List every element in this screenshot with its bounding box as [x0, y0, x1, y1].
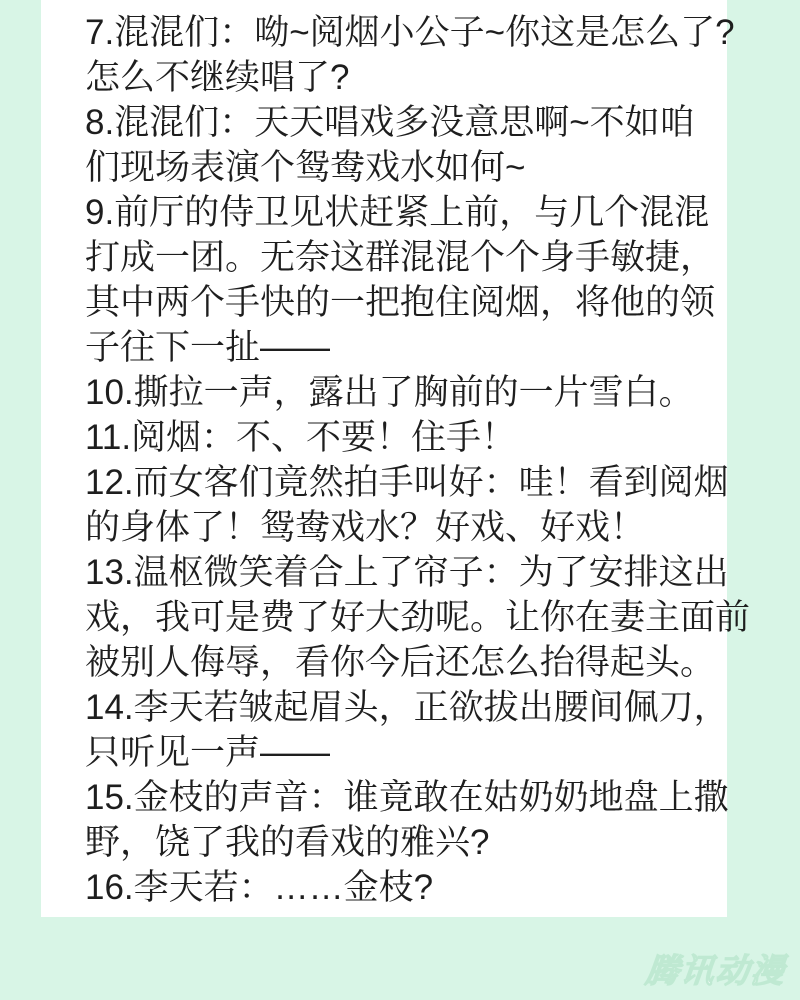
- text-line: 子往下一扯——: [85, 328, 331, 367]
- text-line: 9.前厅的侍卫见状赶紧上前，与几个混混: [85, 193, 710, 232]
- text-line: 8.混混们：天天唱戏多没意思啊~不如咱: [85, 103, 695, 142]
- dialogue-text: [85, 10, 751, 910]
- text-line: 10.撕拉一声，露出了胸前的一片雪白。: [85, 373, 694, 412]
- text-line: 16.李天若：……金枝?: [85, 868, 434, 907]
- text-line: 13.温枢微笑着合上了帘子：为了安排这出: [85, 553, 729, 592]
- text-line: 7.混混们：呦~阅烟小公子~你这是怎么了?: [85, 13, 735, 52]
- text-line: 15.金枝的声音：谁竟敢在姑奶奶地盘上撒: [85, 778, 729, 817]
- text-line: 其中两个手快的一把抱住阅烟，将他的领: [85, 283, 716, 322]
- text-line: 怎么不继续唱了?: [85, 58, 350, 97]
- text-line: 打成一团。无奈这群混混个个身手敏捷，: [85, 238, 716, 277]
- text-line: 11.阅烟：不、不要！住手！: [85, 418, 517, 457]
- text-line: 的身体了！鸳鸯戏水？好戏、好戏！: [85, 508, 646, 547]
- tencent-comics-watermark: 腾讯动漫: [643, 952, 788, 989]
- text-line: 只听见一声——: [85, 733, 331, 772]
- text-line: 们现场表演个鸳鸯戏水如何~: [85, 148, 526, 187]
- text-line: 被别人侮辱，看你今后还怎么抬得起头。: [85, 643, 716, 682]
- text-line: 戏，我可是费了好大劲呢。让你在妻主面前: [85, 598, 751, 637]
- text-line: 12.而女客们竟然拍手叫好：哇！看到阅烟: [85, 463, 729, 502]
- text-panel: [41, 0, 751, 917]
- text-line: 野，饶了我的看戏的雅兴?: [85, 823, 490, 862]
- text-line: 14.李天若皱起眉头，正欲拔出腰间佩刀，: [85, 688, 729, 727]
